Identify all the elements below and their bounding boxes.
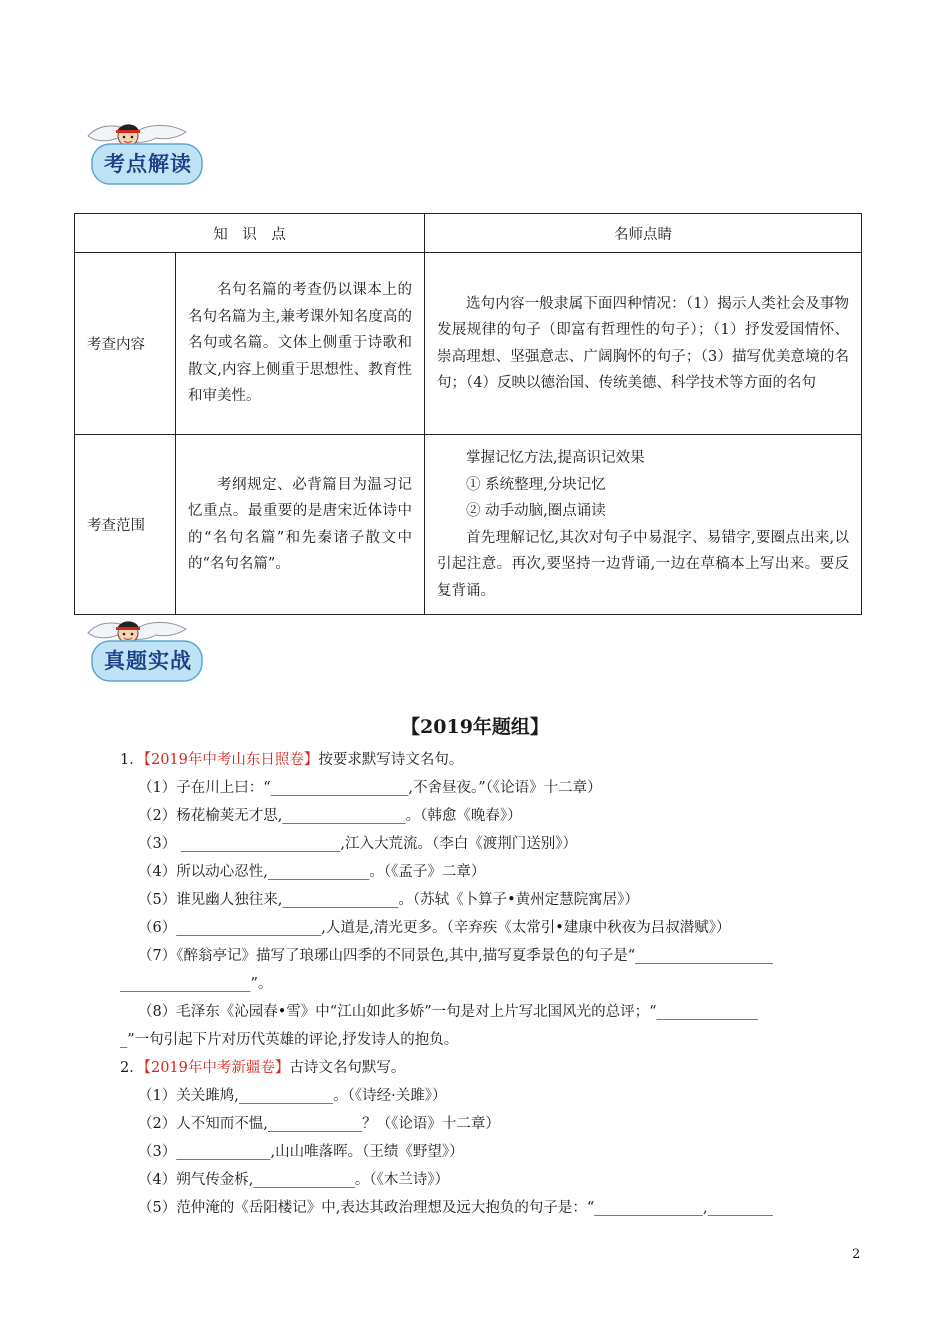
row-label-content: 考查内容 <box>75 253 176 435</box>
row2-right-line: 掌握记忆方法,提高识记效果 <box>466 450 645 466</box>
question-item: （8）毛泽东《沁园春•雪》中“江山如此多娇”一句是对上片写北国风光的总评；“______________ <box>138 1004 759 1020</box>
question-item: （1）子在川上曰：“___________________,不舍昼夜。”（《论语》十二章） <box>138 780 602 796</box>
table-row <box>75 435 862 615</box>
question-item: （5）谁见幽人独往来,________________。（苏轼《卜算子•黄州定慧院寓居》） <box>138 892 639 908</box>
question-item: （2）杨花榆荚无才思,_________________。（韩愈《晚春》） <box>138 808 522 824</box>
question-item: （3） ______________________,江入大荒流。（李白《渡荆门送别》） <box>138 836 577 852</box>
group-title: 【2019年题组】 <box>401 716 549 738</box>
kaodian-banner <box>86 118 206 190</box>
question-item: （7）《醉翁亭记》描写了琅琊山四季的不同景色,其中,描写夏季景色的句子是“___________________ <box>138 948 773 964</box>
question-instruction: 古诗文名句默写。 <box>289 1060 406 1076</box>
zhenti-banner <box>86 615 206 687</box>
question-number: 2． <box>120 1060 144 1076</box>
header-knowledge: 知 识 点 <box>75 214 425 253</box>
question-2-heading <box>120 1054 860 1082</box>
question-item: （4）所以动心忍性,______________。（《孟子》二章） <box>138 864 486 880</box>
row1-right-text: 选句内容一般隶属下面四种情况：（1）揭示人类社会及事物发展规律的句子（即富有哲理性的句子）；（1）抒发爱国情怀、崇高理想、坚强意志、广阔胸怀的句子；（3）描写优美意境的名句；（4）反映以德治国、传统美德、科学技术等方面的名句 <box>437 295 849 391</box>
question-item: （5）范仲淹的《岳阳楼记》中,表达其政治理想及远大抱负的句子是：“_______________,_________ <box>138 1200 773 1216</box>
row2-right-line: ① 系统整理,分块记忆 <box>466 476 606 493</box>
row2-right-line: 首先理解记忆,其次对句子中易混字、易错字,要圈点出来,以引起注意。再次,要坚持一边背诵,一边在草稿本上写出来。要反复背诵。 <box>437 529 849 599</box>
question-item-continuation: _”一句引起下片对历代英雄的评论,抒发诗人的抱负。 <box>120 1032 459 1048</box>
question-item: （4）朔气传金柝,______________。（《木兰诗》） <box>138 1172 450 1188</box>
kaodian-title: 考点解读 <box>104 152 192 176</box>
question-1-heading <box>120 746 860 774</box>
question-source: 【2019年中考新疆卷】 <box>143 1060 290 1076</box>
question-instruction: 按要求默写诗文名句。 <box>318 752 464 768</box>
question-source: 【2019年中考山东日照卷】 <box>143 752 319 768</box>
knowledge-table <box>74 213 862 615</box>
question-item: （1）关关雎鸠,_____________。（《诗经·关雎》） <box>138 1088 447 1104</box>
header-tips: 名师点睛 <box>425 214 862 253</box>
question-number: 1． <box>120 752 144 768</box>
question-item-continuation: __________________”。 <box>120 976 273 992</box>
page-number: 2 <box>852 1247 861 1262</box>
table-header-row <box>75 214 862 253</box>
question-item: （3）_____________,山山唯落晖。（王绩《野望》） <box>138 1144 464 1160</box>
row2-middle-text: 考纲规定、必背篇目为温习记忆重点。最重要的是唐宋近体诗中的“名句名篇”和先秦诸子散文中的“名句名篇”。 <box>188 476 412 572</box>
row2-right-line: ② 动手动脑,圈点诵读 <box>466 503 606 519</box>
row1-middle-text: 名句名篇的考查仍以课本上的名句名篇为主,兼考课外知名度高的名句或名篇。文体上侧重于诗歌和散文,内容上侧重于思想性、教育性和审美性。 <box>188 282 412 405</box>
table-row <box>75 253 862 435</box>
question-item: （6）____________________,人道是,清光更多。（辛弃疾《太常引•建康中秋夜为吕叔潜赋》） <box>138 920 731 936</box>
zhenti-title: 真题实战 <box>104 649 192 673</box>
row-label-scope: 考查范围 <box>75 435 176 615</box>
question-item: （2）人不知而不愠,_____________？（《论语》十二章） <box>138 1116 500 1132</box>
